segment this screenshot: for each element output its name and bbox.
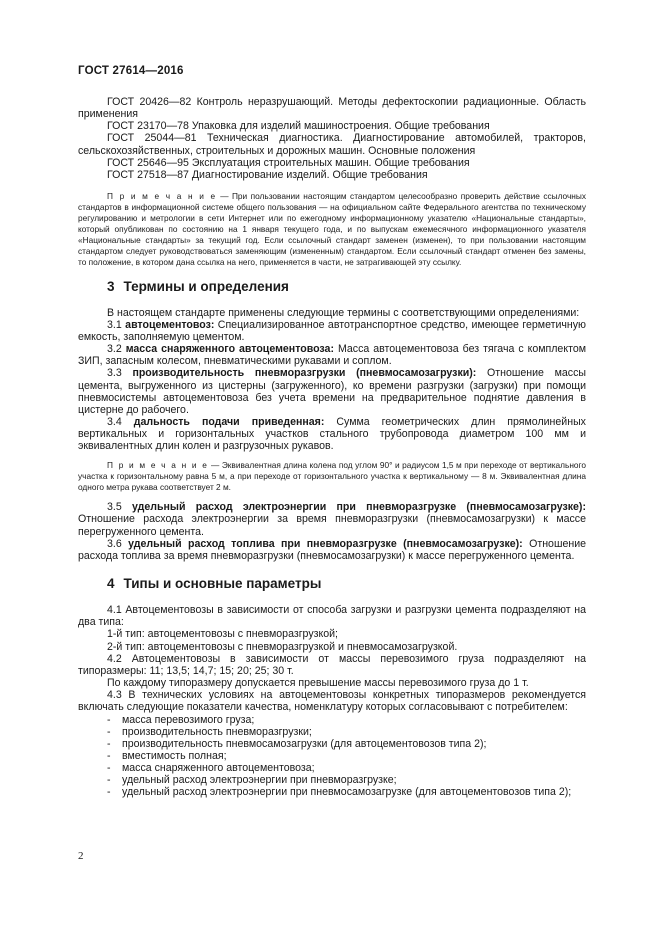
reference-item: ГОСТ 25646—95 Эксплуатация строительных машин. Общие требования [107, 156, 470, 169]
note-text: — При пользовании настоящим стандартом целесообразно проверить действие ссылочных стандартов в информационной системе общего пользования — на официальном сайте Федерального агентства по техническому регулированию и метрологии в сети Интернет или по ежегодному информационному указателю «Национальные стандарты», который опубликован по состоянию на 1 января текущего года, и по выпускам ежемесячного информационного указателя «Национальные стандарты» за текущий год. Если ссылочный стандарт заменен (изменен), то при пользовании настоящим стандартом следует руководствоваться заменяющим (измененным) стандартом. Если ссылочный стандарт отменен без замены, то положение, в котором дана ссылка на него, применяется в части, не затрагивающей эту ссылку. [78, 191, 586, 267]
list-dash: - [107, 713, 111, 726]
list-dash: - [107, 762, 111, 775]
term-definition [78, 367, 586, 416]
note-label: П р и м е ч а н и е [107, 191, 217, 202]
term: дальность подачи приведенная: [133, 416, 325, 428]
list-item-text: вместимость полная; [122, 750, 227, 762]
definition: Масса автоцементовоза без тягача с комплектом ЗИП, запасным колесом, пневматическими рукавами и соплом. [78, 343, 586, 368]
term-definition [78, 343, 586, 367]
list-dash: - [107, 750, 111, 762]
type-item: 1-й тип: автоцементовозы с пневморазгрузкой; [107, 628, 338, 641]
section-number: 4 [107, 575, 115, 591]
term-number: 3.6 [107, 537, 122, 550]
list-dash: - [107, 725, 111, 738]
note-label: П р и м е ч а н и е [107, 460, 209, 471]
list-item [78, 762, 586, 774]
definition: Отношение расхода электроэнергии за время пневморазгрузки (пневмосамозагрузки) к массе перегруженного цемента. [78, 513, 586, 538]
list-item [78, 714, 586, 726]
note-references [78, 191, 586, 267]
section-heading [78, 281, 586, 293]
list-item-text: производительность пневморазгрузки; [122, 725, 312, 738]
section-intro: В настоящем стандарте применены следующие термины с соответствующими определениями: [107, 306, 580, 319]
list-item [78, 726, 586, 738]
list-item [78, 738, 586, 750]
term-definition [78, 416, 586, 452]
note-text: — Эквивалентная длина колена под углом 90° и радиусом 1,5 м при переходе от вертикального участка к горизонтальному равна 5 м, а при переходе от горизонтального участка к вертикальному — 8 м. Эквивалентная длина одного метра рукава соответствует 2 м. [78, 460, 586, 493]
type-item: 2-й тип: автоцементовозы с пневморазгрузкой и пневмосамозагрузкой. [107, 640, 458, 653]
definition: Отношение расхода топлива за время пневморазгрузки (пневмосамозагрузки) к массе перегруженного цемента. [78, 537, 586, 562]
list-item-text: производительность пневмосамозагрузки (для автоцементовозов типа 2); [122, 737, 487, 750]
section-title: Термины и определения [123, 279, 289, 295]
reference-item: ГОСТ 20426—82 Контроль неразрушающий. Методы дефектоскопии радиационные. Область применения [78, 96, 586, 121]
clause: 4.2 Автоцементовозы в зависимости от массы перевозимого груза подразделяют на типоразмеры: 11; 13,5; 14,7; 15; 20; 25; 30 т. [78, 652, 586, 677]
term-number: 3.5 [107, 501, 122, 514]
clause: По каждому типоразмеру допускается превышение массы перевозимого груза до 1 т. [107, 677, 529, 690]
document-header: ГОСТ 27614—2016 [78, 65, 184, 77]
section-heading [78, 575, 586, 591]
page-number: 2 [78, 850, 84, 862]
list-dash: - [107, 737, 111, 750]
term-definition [78, 501, 586, 537]
list-item-text: удельный расход электроэнергии при пневморазгрузке; [122, 774, 397, 787]
reference-item: ГОСТ 27518—87 Диагностирование изделий. Общие требования [107, 168, 428, 181]
term: удельный расход топлива при пневморазгрузке (пневмосамозагрузке): [128, 537, 523, 550]
list-dash: - [107, 774, 111, 787]
term: производительность пневморазгрузки (пневмосамозагрузки): [132, 367, 477, 380]
list-item [78, 786, 586, 798]
list-item-text: масса снаряженного автоцементовоза; [122, 762, 315, 775]
note-equivalent-length [78, 460, 586, 493]
term: удельный расход электроэнергии при пневморазгрузке (пневмосамозагрузке): [132, 501, 586, 514]
list-item-text: удельный расход электроэнергии при пневмосамозагрузке (для автоцементовозов типа 2); [122, 786, 572, 799]
term: автоцементовоз: [125, 318, 215, 331]
clause: 4.1 Автоцементовозы в зависимости от способа загрузки и разгрузки цемента подразделяют на два типа: [78, 604, 586, 629]
term-number: 3.1 [107, 318, 122, 331]
term-number: 3.3 [107, 367, 122, 380]
list-item [78, 774, 586, 786]
term-definition [78, 319, 586, 343]
page-content [78, 96, 586, 799]
term-number: 3.4 [107, 416, 122, 428]
section-number: 3 [107, 279, 115, 295]
section-title: Типы и основные параметры [123, 575, 322, 591]
term-definition [78, 538, 586, 562]
definition: Отношение массы цемента, выгруженного из цистерны (загруженного), ко времени разгрузки (загрузки) при помощи пневмосистемы автоцементовоза без учета времени на предварительное поднятие давления в цистерне до рабочего. [78, 367, 586, 416]
reference-item: ГОСТ 25044—81 Техническая диагностика. Диагностирование автомобилей, тракторов, сельскохозяйственных, строительных и дорожных машин. Основные положения [78, 132, 586, 157]
definition: Сумма геометрических длин прямолинейных вертикальных и горизонтальных участков стального трубопровода диаметром 100 мм и эквивалентных длин колен и разгрузочных рукавов. [78, 416, 586, 453]
list-item [78, 750, 586, 762]
term-number: 3.2 [107, 343, 122, 356]
list-item-text: масса перевозимого груза; [122, 713, 255, 726]
clause: 4.3 В технических условиях на автоцементовозы конкретных типоразмеров рекомендуется включать следующие показатели качества, номенклатуру которых согласовывают с потребителем: [78, 689, 586, 714]
term: масса снаряженного автоцементовоза: [125, 343, 334, 356]
definition: Специализированное автотранспортное средство, имеющее герметичную емкость, заполняемую цементом. [78, 318, 586, 343]
reference-item: ГОСТ 23170—78 Упаковка для изделий машиностроения. Общие требования [107, 120, 490, 133]
list-dash: - [107, 786, 111, 799]
